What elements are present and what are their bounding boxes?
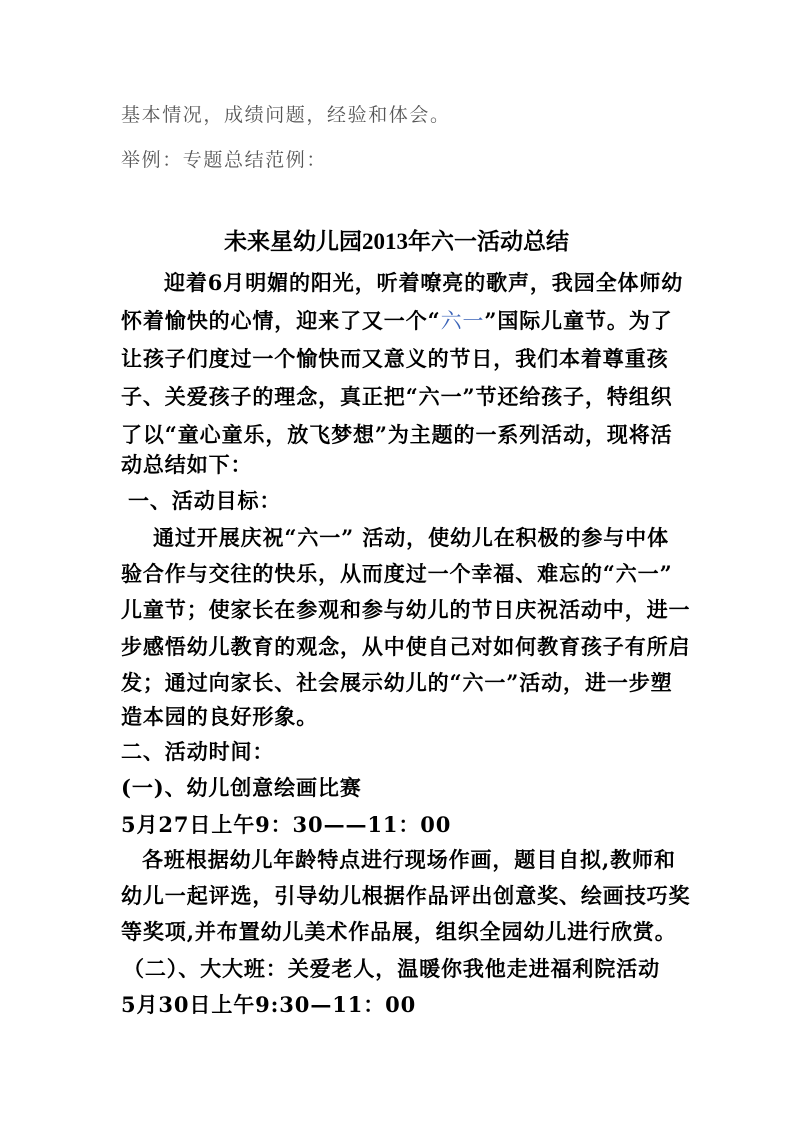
section-1-line-3: 儿童节；使家长在参观和参与幼儿的节日庆祝活动中，进一 xyxy=(121,597,691,622)
section-2-time-1: 5月27日上午9：30——11：00 xyxy=(121,812,452,837)
paragraph-1-line-2a: 怀着愉快的心情，迎来了又一个“ xyxy=(121,308,441,333)
paragraph-1-line-1: 迎着6月明媚的阳光，听着嘹亮的歌声，我园全体师幼 xyxy=(164,270,684,295)
liuyi-highlight: 六一 xyxy=(440,309,485,333)
paragraph-1-line-2c: ”国际儿童节。为了 xyxy=(484,308,673,333)
section-2-heading: 二、活动时间： xyxy=(121,739,275,764)
document-title: 未来星幼儿园2013年六一活动总结 xyxy=(224,229,569,254)
paragraph-1-line-3: 让孩子们度过一个愉快而又意义的节日，我们本着尊重孩 xyxy=(121,346,669,371)
section-2-time-2: 5月30日上午9:30—11：00 xyxy=(121,992,417,1017)
section-1-line-6: 造本园的良好形象。 xyxy=(121,704,319,729)
section-2-sub-1: (一)、幼儿创意绘画比赛 xyxy=(121,775,362,800)
paragraph-1-line-2 xyxy=(121,307,673,335)
section-2-para-line-1: 各班根据幼儿年龄特点进行现场作画，题目自拟,教师和 xyxy=(142,847,676,872)
section-2-para-line-3: 等奖项,并布置幼儿美术作品展，组织全园幼儿进行欣赏。 xyxy=(121,919,677,944)
section-2-para-line-2: 幼儿一起评选，引导幼儿根据作品评出创意奖、绘画技巧奖 xyxy=(121,883,691,908)
section-1-line-1: 通过开展庆祝“六一” 活动，使幼儿在积极的参与中体 xyxy=(153,525,669,550)
section-2-sub-2: （二）、大大班：关爱老人，温暖你我他走进福利院活动 xyxy=(123,956,660,981)
section-1-line-2: 验合作与交往的快乐，从而度过一个幸福、难忘的“六一” xyxy=(121,561,673,586)
section-1-line-5: 发；通过向家长、社会展示幼儿的“六一”活动，进一步塑 xyxy=(121,670,673,695)
intro-line-1: 基本情况，成绩问题，经验和体会。 xyxy=(121,104,451,126)
section-1-line-4: 步感悟幼儿教育的观念，从中使自己对如何教育孩子有所启 xyxy=(121,634,691,659)
paragraph-1-line-5: 了以“童心童乐，放飞梦想”为主题的一系列活动，现将活 xyxy=(121,422,673,447)
section-1-heading: 一、活动目标： xyxy=(128,488,282,513)
intro-line-2: 举例：专题总结范例： xyxy=(121,149,328,171)
paragraph-1-line-6: 动总结如下： xyxy=(121,452,253,477)
paragraph-1-line-4: 子、关爱孩子的理念，真正把“六一”节还给孩子，特组织 xyxy=(121,384,673,409)
